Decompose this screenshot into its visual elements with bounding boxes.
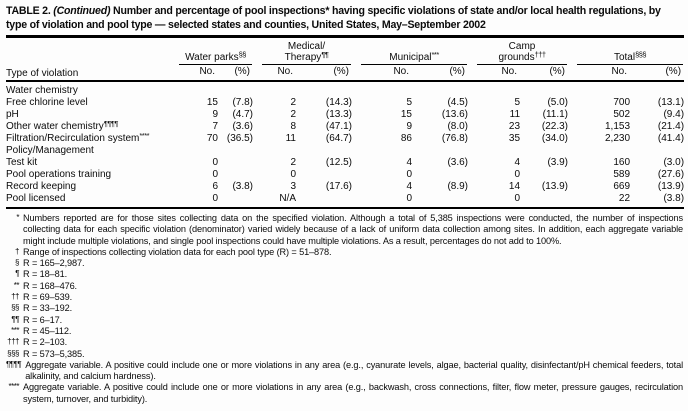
cell-no: 22 bbox=[568, 193, 630, 208]
row-label: Test kit bbox=[6, 157, 38, 168]
cell-no: 11 bbox=[509, 109, 521, 120]
cell-no: 589 bbox=[613, 169, 631, 180]
col-header-pct: (%) bbox=[296, 65, 352, 81]
row-label: Pool licensed bbox=[6, 193, 170, 208]
table-row bbox=[6, 97, 684, 109]
col-header-no: No. bbox=[253, 65, 296, 81]
footnote-text: Aggregate variable. A positive could include one or more violations in any area (e.g., backwash, cross connections, filter, flow meter, pressure gauges, recirculation system, turnover, and turbidity). bbox=[23, 382, 683, 404]
cell-pct: (4.5) bbox=[447, 97, 469, 108]
cell-pct: (76.8) bbox=[441, 133, 469, 144]
table-title-continued: (Continued) bbox=[53, 5, 111, 17]
group-label: Municipal bbox=[389, 52, 432, 63]
cell-pct bbox=[412, 169, 468, 181]
cell-pct: (64.7) bbox=[325, 133, 352, 144]
group-label-line1: Medical/ bbox=[287, 41, 326, 52]
col-header-no: No. bbox=[170, 65, 218, 81]
cell-pct: (22.3) bbox=[541, 121, 569, 132]
cell-pct: (41.4) bbox=[657, 133, 685, 144]
cell-pct: (13.3) bbox=[325, 109, 352, 120]
cell-pct: (13.9) bbox=[541, 181, 569, 192]
cell-pct: (7.8) bbox=[232, 97, 253, 108]
cell-pct: (3.8) bbox=[232, 181, 253, 192]
footnote-text: R = 45–112. bbox=[23, 325, 72, 336]
group-label: Water parks bbox=[185, 52, 239, 63]
footnote-marker: §§§ bbox=[635, 50, 647, 59]
footnote-symbol: § bbox=[15, 258, 19, 268]
section-row bbox=[6, 145, 684, 157]
cell-pct: (17.6) bbox=[325, 181, 352, 192]
cell-pct: (34.0) bbox=[541, 133, 569, 144]
cell-no: 160 bbox=[613, 157, 631, 168]
cell-no: 15 bbox=[400, 109, 412, 120]
header-group-row bbox=[6, 41, 684, 65]
table-row bbox=[6, 121, 684, 133]
footnote-symbol: §§§ bbox=[7, 348, 19, 358]
col-group-medical-therapy bbox=[253, 41, 352, 65]
table-row bbox=[6, 157, 684, 169]
footnote-text: R = 6–17. bbox=[23, 314, 63, 325]
cell-no: 1,153 bbox=[604, 121, 631, 132]
col-group-total bbox=[568, 41, 684, 65]
footnotes bbox=[6, 213, 684, 405]
footnote bbox=[6, 213, 683, 247]
footnote-symbol: ¶ bbox=[15, 269, 19, 279]
footnote-symbol: ¶¶¶¶ bbox=[6, 359, 22, 369]
cell-no: 5 bbox=[406, 97, 412, 108]
footnote-symbol: §§ bbox=[11, 303, 19, 313]
footnote bbox=[6, 292, 683, 303]
footnote-text: R = 2–103. bbox=[23, 337, 68, 348]
footnote-symbol: ** bbox=[13, 280, 19, 290]
group-label: Therapy bbox=[284, 52, 322, 63]
cell-no: 2,230 bbox=[604, 133, 631, 144]
cell-no: 502 bbox=[613, 109, 631, 120]
cell-pct: (13.9) bbox=[657, 181, 685, 192]
row-label: Other water chemistry¶¶¶¶ bbox=[6, 119, 118, 132]
cell-pct: (11.1) bbox=[542, 109, 569, 120]
table-row bbox=[6, 181, 684, 193]
cell-no: 0 bbox=[212, 157, 218, 168]
cell-pct: (3.8) bbox=[630, 193, 684, 208]
cell-no: 0 bbox=[352, 193, 412, 208]
cell-pct: (9.4) bbox=[663, 109, 685, 120]
footnote-marker: ††† bbox=[534, 50, 546, 59]
cell-no: 0 bbox=[514, 169, 521, 180]
footnote-text: Range of inspections collecting violation data for each pool type (R) = 51–878. bbox=[23, 246, 332, 257]
cell-pct: (14.3) bbox=[325, 97, 352, 108]
footnote bbox=[6, 382, 683, 405]
cell-pct: (8.0) bbox=[447, 121, 469, 132]
cell-pct: (3.0) bbox=[663, 157, 685, 168]
cell-pct: (21.4) bbox=[657, 121, 685, 132]
footnote-marker: ¶¶ bbox=[321, 50, 329, 59]
footnote bbox=[6, 281, 683, 292]
row-label: pH bbox=[6, 109, 19, 120]
footnote-text: R = 165–2,987. bbox=[23, 258, 85, 269]
col-header-pct: (%) bbox=[520, 65, 568, 81]
footnote bbox=[6, 315, 683, 326]
cell-no: 4 bbox=[514, 157, 521, 168]
col-header-pct: (%) bbox=[412, 65, 468, 81]
cell-pct bbox=[218, 157, 253, 169]
footnote-marker: ¶¶¶¶ bbox=[103, 119, 118, 128]
cell-pct: (4.7) bbox=[232, 109, 253, 120]
cell-pct: (8.9) bbox=[447, 181, 469, 192]
col-header-no: No. bbox=[468, 65, 520, 81]
table-row bbox=[6, 133, 684, 145]
footnote-text: R = 33–192. bbox=[23, 303, 72, 314]
group-label: grounds bbox=[498, 52, 535, 63]
footnote bbox=[6, 360, 683, 383]
footnote bbox=[6, 337, 683, 348]
footnote-marker: *** bbox=[431, 50, 439, 59]
cell-no: 2 bbox=[290, 157, 296, 168]
cell-pct: (13.6) bbox=[441, 109, 469, 120]
cell-no: N/A bbox=[253, 193, 296, 208]
cell-no: 3 bbox=[290, 181, 296, 192]
cell-pct: (5.0) bbox=[547, 97, 569, 108]
footnote-marker: §§ bbox=[238, 50, 246, 59]
group-label-line1: Camp bbox=[508, 41, 536, 52]
footnote-marker: **** bbox=[139, 131, 150, 140]
row-label: Free chlorine level bbox=[6, 97, 88, 108]
cell-no: 35 bbox=[508, 133, 521, 144]
col-header-pct: (%) bbox=[630, 65, 684, 81]
table-title bbox=[6, 5, 684, 32]
cell-no: 0 bbox=[212, 169, 218, 180]
cell-no: 2 bbox=[290, 109, 296, 120]
footnote-symbol: **** bbox=[8, 382, 19, 392]
footnote bbox=[6, 303, 683, 314]
cell-no: 2 bbox=[290, 97, 296, 108]
cell-pct bbox=[218, 169, 253, 181]
col-group-water-parks bbox=[170, 41, 253, 65]
cell-pct: (47.1) bbox=[325, 121, 352, 132]
row-label: Pool operations training bbox=[6, 169, 112, 180]
cell-no: 23 bbox=[508, 121, 521, 132]
footnote-text: R = 69–539. bbox=[23, 292, 72, 303]
cell-pct: (3.9) bbox=[547, 157, 569, 168]
cell-no: 7 bbox=[212, 121, 218, 132]
cell-pct bbox=[520, 169, 568, 181]
col-header-no: No. bbox=[352, 65, 412, 81]
col-group-municipal bbox=[352, 41, 468, 65]
cell-pct: (13.1) bbox=[657, 97, 685, 108]
cell-no: 6 bbox=[212, 181, 218, 192]
table-row bbox=[6, 193, 684, 208]
table-title-prefix: TABLE 2. bbox=[6, 5, 51, 17]
footnote-symbol: ††† bbox=[7, 337, 19, 347]
footnote-text: R = 573–5,385. bbox=[23, 348, 85, 359]
footnote-text: R = 18–81. bbox=[23, 269, 68, 280]
title-rule bbox=[6, 35, 684, 38]
col-group-camp-grounds bbox=[468, 41, 568, 65]
cell-pct: (3.6) bbox=[232, 121, 253, 132]
row-label: Record keeping bbox=[6, 181, 77, 192]
cell-no: 9 bbox=[212, 109, 218, 120]
cell-no: 0 bbox=[406, 169, 412, 180]
cell-pct bbox=[296, 193, 352, 208]
cell-no: 4 bbox=[406, 181, 412, 192]
footnote bbox=[6, 247, 683, 258]
table-row bbox=[6, 169, 684, 181]
cell-pct bbox=[520, 193, 568, 208]
cell-pct bbox=[412, 193, 468, 208]
cell-no: 15 bbox=[206, 97, 218, 108]
cell-no: 70 bbox=[206, 133, 218, 144]
section-label: Policy/Management bbox=[6, 145, 94, 156]
col-header-pct: (%) bbox=[218, 65, 253, 81]
violations-table bbox=[6, 41, 684, 209]
cell-no: 11 bbox=[285, 133, 296, 144]
cell-pct: (12.5) bbox=[325, 157, 352, 168]
cell-pct bbox=[218, 193, 253, 208]
cell-no: 9 bbox=[406, 121, 412, 132]
cell-no: 0 bbox=[468, 193, 520, 208]
cell-no: 4 bbox=[406, 157, 412, 168]
footnote bbox=[6, 349, 683, 360]
cell-pct bbox=[296, 169, 352, 181]
footnote-symbol: *** bbox=[11, 325, 19, 335]
footnote-symbol: † bbox=[15, 246, 19, 256]
section-row bbox=[6, 81, 684, 97]
cell-no: 0 bbox=[290, 169, 296, 180]
cell-no: 5 bbox=[514, 97, 521, 108]
row-label: Filtration/Recirculation system**** bbox=[6, 131, 150, 144]
footnote bbox=[6, 269, 683, 280]
table-title-text: Number and percentage of pool inspections* having specific violations of state and/or local health regulations, by type of violation and pool type — selected states and counties, United States, May–September 2002 bbox=[6, 5, 661, 31]
cell-no: 14 bbox=[508, 181, 521, 192]
footnote-text: R = 168–476. bbox=[23, 280, 77, 291]
cell-pct: (27.6) bbox=[657, 169, 685, 180]
footnote-symbol: †† bbox=[11, 292, 19, 302]
col-header-no: No. bbox=[568, 65, 630, 81]
cell-no: 700 bbox=[613, 97, 631, 108]
cell-no: 669 bbox=[613, 181, 631, 192]
cell-no: 8 bbox=[290, 121, 296, 132]
footnote-text: Aggregate variable. A positive could include one or more violations in any area (e.g., cyanurate levels, algae, bacterial quality, disinfectant/pH chemical feeders, total alkalinity, and calcium hardness). bbox=[25, 359, 683, 382]
group-label: Total bbox=[613, 52, 636, 63]
cell-no: 0 bbox=[170, 193, 218, 208]
footnote-text: Numbers reported are for those sites collecting data on the specified violation. Although a total of 5,385 inspections were conducted, the number of inspections collecting data for each specific violation (denominator) varied widely because of a lack of uniform data collection among sites. In addition, each aggregate variable might include multiple violations, and single pool inspections could have multiple violations. As a result, percentages do not add to 100%. bbox=[23, 213, 683, 246]
footnote bbox=[6, 258, 683, 269]
footnote bbox=[6, 326, 683, 337]
cell-pct: (36.5) bbox=[226, 133, 253, 144]
cell-pct: (3.6) bbox=[447, 157, 469, 168]
cell-no: 86 bbox=[400, 133, 412, 144]
footnote-symbol: * bbox=[16, 213, 19, 222]
col-header-type-of-violation: Type of violation bbox=[6, 41, 170, 81]
footnote-symbol: ¶¶ bbox=[11, 314, 19, 324]
section-label: Water chemistry bbox=[6, 85, 78, 96]
